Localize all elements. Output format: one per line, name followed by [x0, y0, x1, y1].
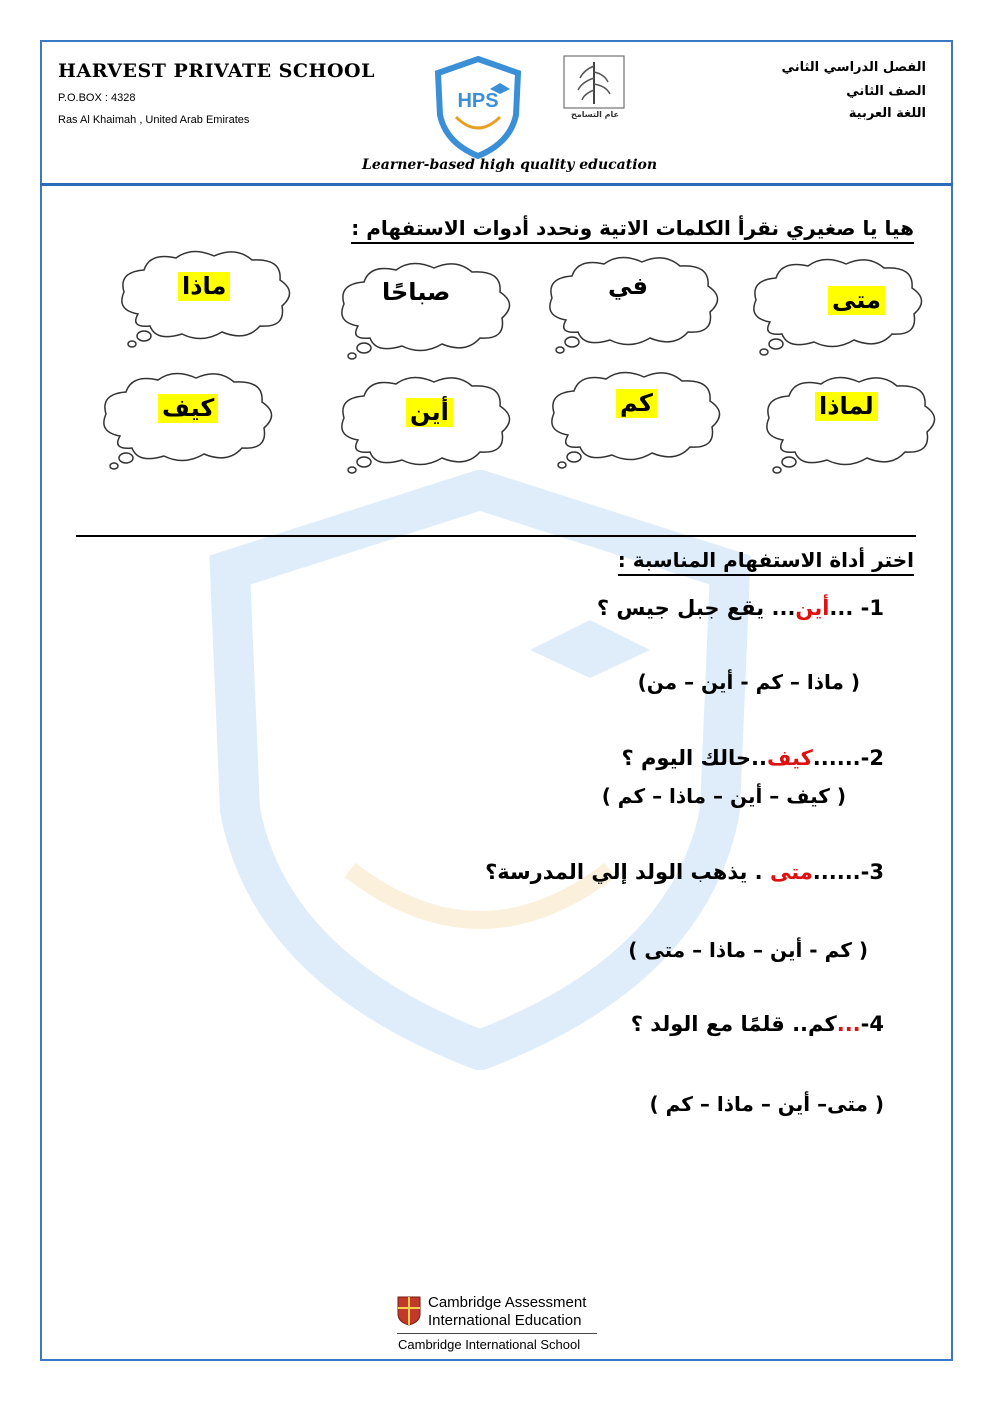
semester-label: الفصل الدراسي الثاني — [781, 60, 926, 75]
cloud-word-limatha: لماذا — [815, 392, 878, 421]
cloud-word — [92, 366, 282, 486]
question-text: ..حالك اليوم ؟ — [621, 746, 767, 770]
question-blank: ...... — [812, 860, 861, 884]
question-number: 4- — [860, 1012, 884, 1036]
question-blank: ... — [829, 596, 861, 620]
question-number: 2- — [860, 746, 884, 770]
cloud-word — [330, 370, 520, 490]
cloud-word — [110, 244, 300, 364]
tolerance-caption: عام التسامح — [571, 110, 619, 119]
cloud-word — [330, 256, 520, 376]
question-4-options: ( متى– أين – ماذا – كم ) — [649, 1092, 884, 1116]
cloud-word-kam: كم — [616, 389, 657, 418]
question-2 — [622, 746, 884, 770]
question-2-options: ( كيف – أين – ماذا – كم ) — [601, 784, 846, 808]
question-number: 3- — [860, 860, 884, 884]
year-of-tolerance-logo — [560, 52, 628, 132]
question-answer: ... — [836, 1012, 861, 1036]
question-1-options: ( ماذا – كم - أين – من) — [637, 670, 860, 694]
question-3-options: ( كم - أين – ماذا – متى ) — [628, 938, 868, 962]
question-text: ... يقع جبل جيس ؟ — [596, 596, 796, 620]
cambridge-line-2: International Education — [428, 1312, 582, 1329]
hps-shield-logo — [432, 55, 524, 160]
cloud-word-mata: متى — [828, 286, 885, 315]
question-text: . يذهب الولد إلي المدرسة؟ — [485, 860, 770, 884]
subject-label: اللغة العربية — [848, 106, 926, 121]
cambridge-line-3: Cambridge International School — [398, 1337, 581, 1352]
cloud-word — [538, 250, 728, 370]
school-name: HARVEST PRIVATE SCHOOL — [58, 60, 375, 82]
question-3 — [485, 860, 884, 884]
cloud-word-kayfa: كيف — [158, 394, 218, 423]
question-answer: كيف — [766, 746, 813, 770]
question-blank: ...... — [812, 746, 861, 770]
cloud-word-ayna: أين — [406, 398, 453, 427]
school-tagline: Learner-based high quality education — [362, 157, 658, 173]
cambridge-line-1: Cambridge Assessment — [428, 1294, 587, 1311]
header-divider — [40, 183, 953, 186]
question-4 — [631, 1012, 884, 1036]
grade-label: الصف الثاني — [846, 84, 926, 99]
question-1 — [597, 596, 884, 620]
school-address: Ras Al Khaimah , United Arab Emirates — [58, 114, 250, 126]
section1-instruction: هيا يا صغيري نقرأ الكلمات الاتية ونحدد أدوات الاستفهام : — [351, 216, 914, 244]
cloud-word — [742, 252, 932, 372]
question-answer: أين — [795, 596, 830, 620]
question-answer: متى — [769, 860, 813, 884]
cambridge-divider — [397, 1333, 597, 1334]
school-pobox: P.O.BOX : 4328 — [58, 92, 136, 104]
hps-logo-text: HPS — [457, 90, 499, 112]
cloud-word — [540, 365, 730, 485]
cloud-word — [755, 370, 945, 490]
section2-instruction: اختر أداة الاستفهام المناسبة : — [618, 548, 914, 576]
section-divider — [76, 535, 916, 537]
cloud-word-fi: في — [608, 272, 648, 300]
question-number: 1- — [860, 596, 884, 620]
question-text: كم.. قلمًا مع الولد ؟ — [630, 1012, 837, 1036]
cloud-word-matha: ماذا — [178, 272, 230, 301]
cloud-word-sabahan: صباحًا — [382, 278, 451, 306]
cambridge-crest-icon — [397, 1296, 421, 1326]
